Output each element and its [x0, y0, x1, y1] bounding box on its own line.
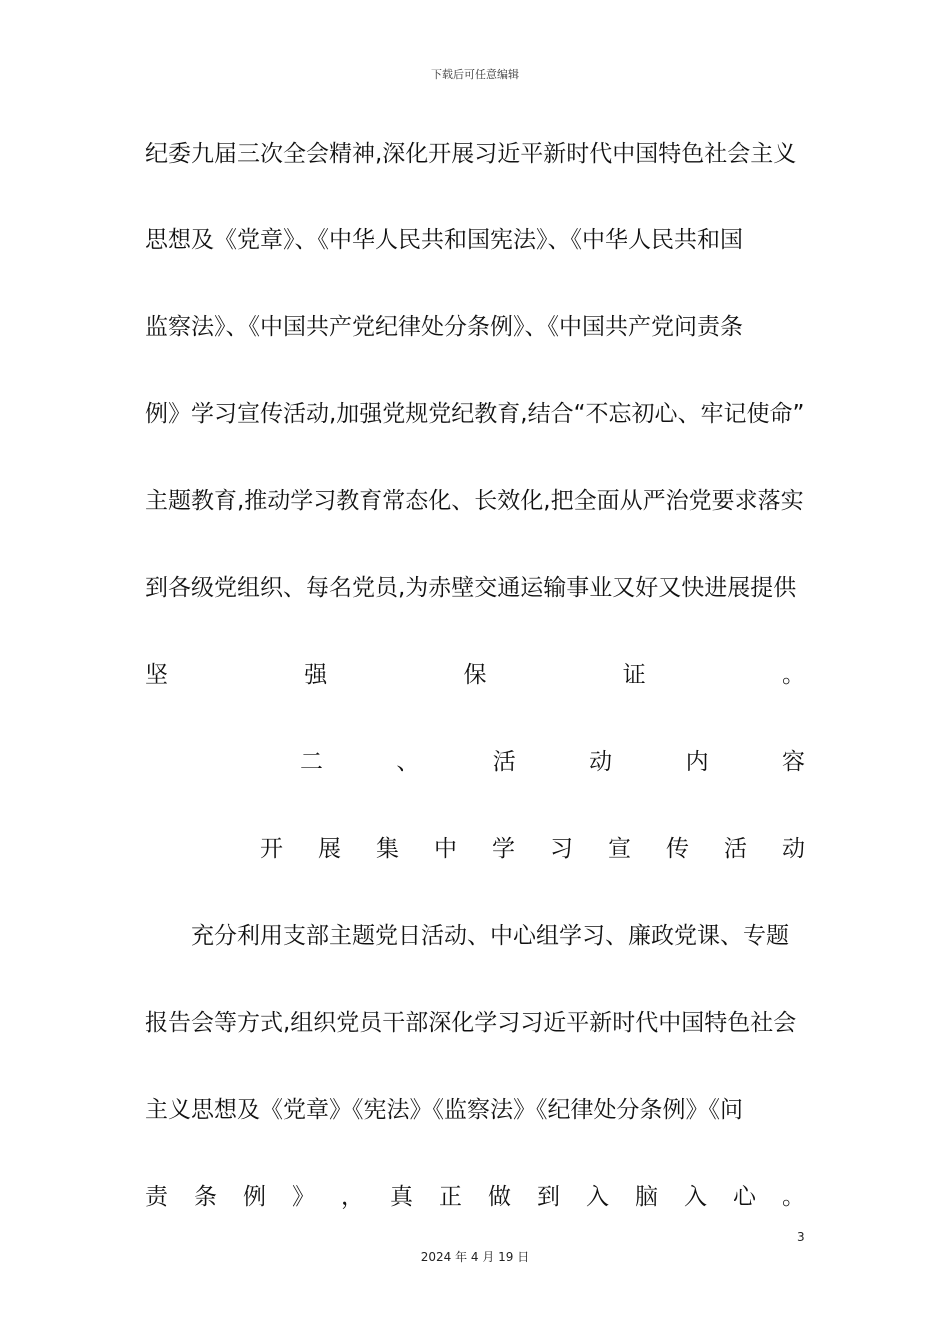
subheading-char: 学: [492, 836, 515, 862]
spread-char: 强: [304, 662, 328, 688]
subheading-char: 中: [434, 836, 457, 862]
spread-char: 证: [622, 662, 646, 688]
spread-line-1: [145, 660, 805, 690]
section-heading: [300, 747, 805, 777]
spread-char: 真: [390, 1184, 413, 1210]
subheading-char: 习: [550, 836, 573, 862]
spread-line-2: [145, 1182, 805, 1212]
body-line-5: 主题教育,推动学习教育常态化、长效化,把全面从严治党要求落实: [145, 488, 804, 514]
footer-date: 2024 年 4 月 19 日: [420, 1250, 530, 1264]
spread-char: 脑: [635, 1184, 658, 1210]
body-line-6: 到各级党组织、每名党员,为赤壁交通运输事业又好又快进展提供: [145, 575, 797, 601]
page-number: 3: [797, 1230, 805, 1244]
spread-char: 。: [782, 662, 805, 688]
spread-char: 入: [684, 1184, 707, 1210]
spread-char: 例: [243, 1184, 266, 1210]
sub-heading: [260, 834, 805, 864]
subheading-char: 活: [724, 836, 747, 862]
subheading-char: 传: [666, 836, 689, 862]
para2-line-1: 充分利用支部主题党日活动、中心组学习、廉政党课、专题: [191, 923, 789, 949]
spread-char: 入: [586, 1184, 609, 1210]
spread-char: 坚: [145, 662, 168, 688]
para2-line-2: 报告会等方式,组织党员干部深化学习习近平新时代中国特色社会: [145, 1010, 797, 1036]
spread-char: 做: [488, 1184, 511, 1210]
subheading-char: 开: [260, 836, 283, 862]
subheading-char: 动: [782, 836, 805, 862]
body-line-3: 监察法》、《中国共产党纪律处分条例》、《中国共产党问责条: [145, 314, 743, 340]
heading-char: 内: [685, 749, 709, 775]
body-line-4: 例》学习宣传活动,加强党规党纪教育,结合“不忘初心、牢记使命”: [145, 401, 805, 427]
spread-char: 责: [145, 1184, 168, 1210]
spread-char: 。: [782, 1184, 805, 1210]
body-line-2: 思想及《党章》、《中华人民共和国宪法》、《中华人民共和国: [145, 227, 743, 253]
spread-char: ，: [341, 1184, 364, 1210]
spread-char: 保: [463, 662, 487, 688]
spread-char: 到: [537, 1184, 560, 1210]
page-header-note: 下载后可任意编辑: [431, 68, 519, 81]
spread-char: 心: [733, 1184, 756, 1210]
spread-char: 正: [439, 1184, 462, 1210]
spread-char: 》: [292, 1184, 315, 1210]
subheading-char: 宣: [608, 836, 631, 862]
subheading-char: 展: [318, 836, 341, 862]
body-line-1: 纪委九届三次全会精神,深化开展习近平新时代中国特色社会主义: [145, 141, 797, 167]
subheading-char: 集: [376, 836, 399, 862]
heading-char: 二: [300, 749, 323, 775]
heading-char: 容: [781, 749, 805, 775]
heading-char: 动: [589, 749, 613, 775]
para2-line-3: 主义思想及《党章》《宪法》《监察法》《纪律处分条例》《问: [145, 1097, 743, 1123]
heading-char: 、: [396, 749, 420, 775]
spread-char: 条: [194, 1184, 217, 1210]
heading-char: 活: [492, 749, 516, 775]
